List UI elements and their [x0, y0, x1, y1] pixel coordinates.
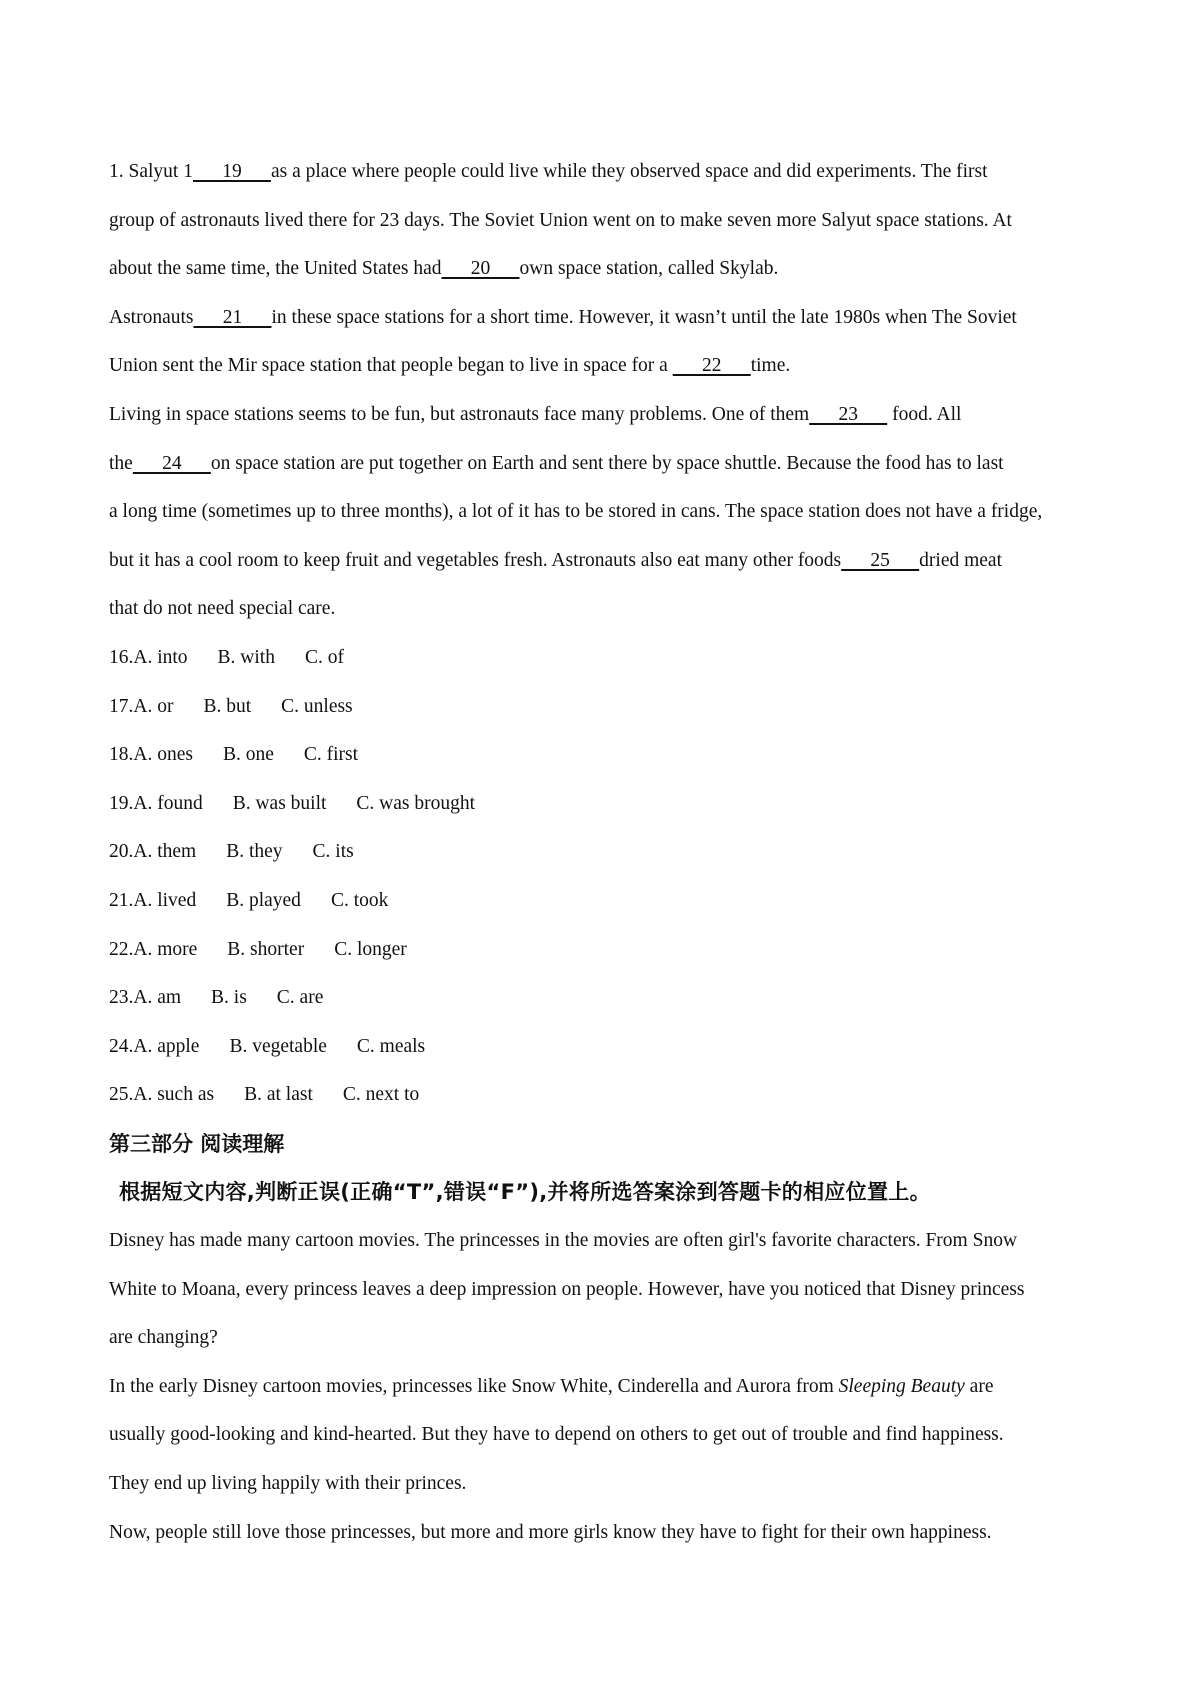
passage-line: [109, 197, 1109, 246]
passage-line: [109, 1363, 1109, 1412]
answer-option: B. one: [222, 744, 274, 766]
passage-line: [109, 1411, 1109, 1460]
question-item: [109, 926, 1109, 975]
question-options: [133, 939, 406, 960]
answer-blank: 19: [192, 161, 271, 182]
italic-title: Sleeping Beauty: [838, 1375, 965, 1397]
text-run: time.: [750, 355, 791, 377]
passage-line: [109, 294, 1109, 343]
answer-option: A. or: [133, 695, 174, 717]
text-run: a long time (sometimes up to three months), a lot of it has to be stored in cans. The space station does not have a fridge,: [109, 501, 1043, 523]
answer-option: C. are: [276, 987, 324, 1009]
text-run: 1. Salyut 1: [109, 161, 193, 182]
text-run: as a place where people could live while they observed space and did experiments. The first: [270, 161, 988, 182]
text-run: Living in space stations seems to be fun, but astronauts face many problems. One of them: [109, 403, 810, 425]
text-run: They end up living happily with their princes.: [109, 1473, 467, 1495]
answer-option: A. more: [133, 938, 198, 960]
question-item: [109, 683, 1109, 732]
question-options: [133, 793, 475, 814]
answer-option: B. played: [226, 889, 301, 911]
text-run: Now, people still love those princesses, but more and more girls know they have to fight for their own happiness.: [109, 1521, 992, 1543]
answer-option: C. of: [304, 646, 344, 668]
answer-option: A. such as: [133, 1084, 215, 1106]
question-number: 20.: [109, 841, 134, 863]
passage-line: [109, 342, 1109, 391]
passage-line: [109, 148, 1109, 197]
answer-option: B. vegetable: [229, 1035, 327, 1057]
text-run: dried meat: [919, 549, 1002, 571]
passage-line: [109, 440, 1109, 489]
text-run: own space station, called Skylab.: [519, 258, 779, 280]
passage-line: [109, 245, 1109, 294]
passage-line: [109, 537, 1109, 586]
answer-blank: 25: [841, 549, 920, 571]
text-run: Astronauts: [109, 306, 194, 328]
question-number: 22.: [109, 938, 134, 960]
question-item: [109, 1023, 1109, 1072]
passage-line: [109, 1217, 1109, 1266]
text-run: food. All: [887, 403, 962, 425]
question-options: [133, 1084, 419, 1105]
text-run: usually good-looking and kind-hearted. But they have to depend on others to get out of trouble and find happiness.: [109, 1424, 1004, 1446]
passage-line: [109, 1314, 1109, 1363]
passage-line: [109, 488, 1109, 537]
question-options: [133, 841, 353, 862]
passage-line: [109, 1266, 1109, 1315]
answer-option: B. was built: [232, 792, 327, 814]
question-item: [109, 634, 1109, 683]
text-run: about the same time, the United States had: [109, 258, 442, 280]
question-options: [133, 1036, 425, 1057]
answer-option: B. with: [217, 646, 275, 668]
text-run: that do not need special care.: [109, 598, 336, 620]
answer-option: C. was brought: [356, 792, 476, 814]
answer-blank: 20: [441, 258, 520, 280]
text-run: the: [109, 452, 133, 474]
answer-option: A. into: [133, 646, 188, 668]
answer-option: B. they: [226, 841, 283, 863]
page-content: [109, 148, 1109, 1557]
question-number: 21.: [109, 889, 134, 911]
question-options: [133, 647, 344, 668]
text-run: Union sent the Mir space station that people began to live in space for a: [109, 355, 673, 377]
question-options: [133, 987, 323, 1008]
question-item: [109, 1071, 1109, 1120]
answer-option: B. is: [211, 987, 247, 1009]
text-run: group of astronauts lived there for 23 days. The Soviet Union went on to make seven more Salyut space stations. At: [109, 209, 1012, 231]
passage-line: [109, 585, 1109, 634]
question-number: 24.: [109, 1035, 134, 1057]
question-number: 25.: [109, 1084, 134, 1106]
passage-line: [109, 1460, 1109, 1509]
question-number: 18.: [109, 744, 134, 766]
question-item: [109, 828, 1109, 877]
answer-option: A. apple: [133, 1035, 200, 1057]
question-item: [109, 877, 1109, 926]
question-list: [109, 634, 1109, 1120]
question-number: 19.: [109, 792, 134, 814]
answer-blank: 21: [193, 306, 272, 328]
answer-option: A. ones: [133, 744, 193, 766]
text-run: Disney has made many cartoon movies. The princesses in the movies are often girl's favorite characters. From Snow: [109, 1230, 1018, 1252]
question-item: [109, 731, 1109, 780]
answer-option: C. meals: [356, 1035, 426, 1057]
text-run: in these space stations for a short time. However, it wasn’t until the late 1980s when The Soviet: [271, 306, 1017, 328]
question-number: 23.: [109, 987, 134, 1009]
section-instruction: 根据短文内容,判断正误(正确“T”,错误“F”),并将所选答案涂到答题卡的相应位置上。: [119, 1180, 931, 1205]
text-run: are changing?: [109, 1327, 218, 1349]
answer-blank: 22: [672, 355, 751, 377]
answer-option: A. lived: [133, 889, 197, 911]
cloze-passage: [109, 148, 1109, 634]
passage-line: [109, 1509, 1109, 1558]
answer-option: C. unless: [281, 695, 353, 717]
answer-option: B. but: [203, 695, 252, 717]
answer-blank: 23: [809, 403, 888, 425]
text-run: In the early Disney cartoon movies, princesses like Snow White, Cinderella and Aurora from: [109, 1375, 839, 1397]
answer-option: C. took: [330, 889, 389, 911]
answer-blank: 24: [132, 452, 211, 474]
question-number: 17.: [109, 695, 134, 717]
reading-passage: [109, 1217, 1109, 1557]
passage-line: [109, 391, 1109, 440]
answer-option: B. at last: [244, 1084, 313, 1106]
answer-option: A. found: [133, 792, 203, 814]
text-run: but it has a cool room to keep fruit and vegetables fresh. Astronauts also eat many other foods: [109, 549, 842, 571]
question-options: [133, 890, 388, 911]
question-number: 16.: [109, 646, 134, 668]
answer-option: C. its: [312, 841, 354, 863]
question-item: [109, 974, 1109, 1023]
answer-option: A. them: [133, 841, 197, 863]
text-run: on space station are put together on Earth and sent there by space shuttle. Because the food has to last: [210, 452, 1004, 474]
question-options: [133, 696, 352, 717]
answer-option: B. shorter: [227, 938, 305, 960]
answer-option: A. am: [133, 987, 182, 1009]
question-item: [109, 780, 1109, 829]
text-run: are: [964, 1375, 994, 1397]
question-options: [133, 744, 358, 765]
answer-option: C. next to: [342, 1084, 420, 1106]
answer-option: C. longer: [334, 938, 407, 960]
text-run: White to Moana, every princess leaves a deep impression on people. However, have you noticed that Disney princess: [109, 1278, 1025, 1300]
answer-option: C. first: [303, 744, 359, 766]
section-title: 第三部分 阅读理解: [109, 1131, 285, 1156]
